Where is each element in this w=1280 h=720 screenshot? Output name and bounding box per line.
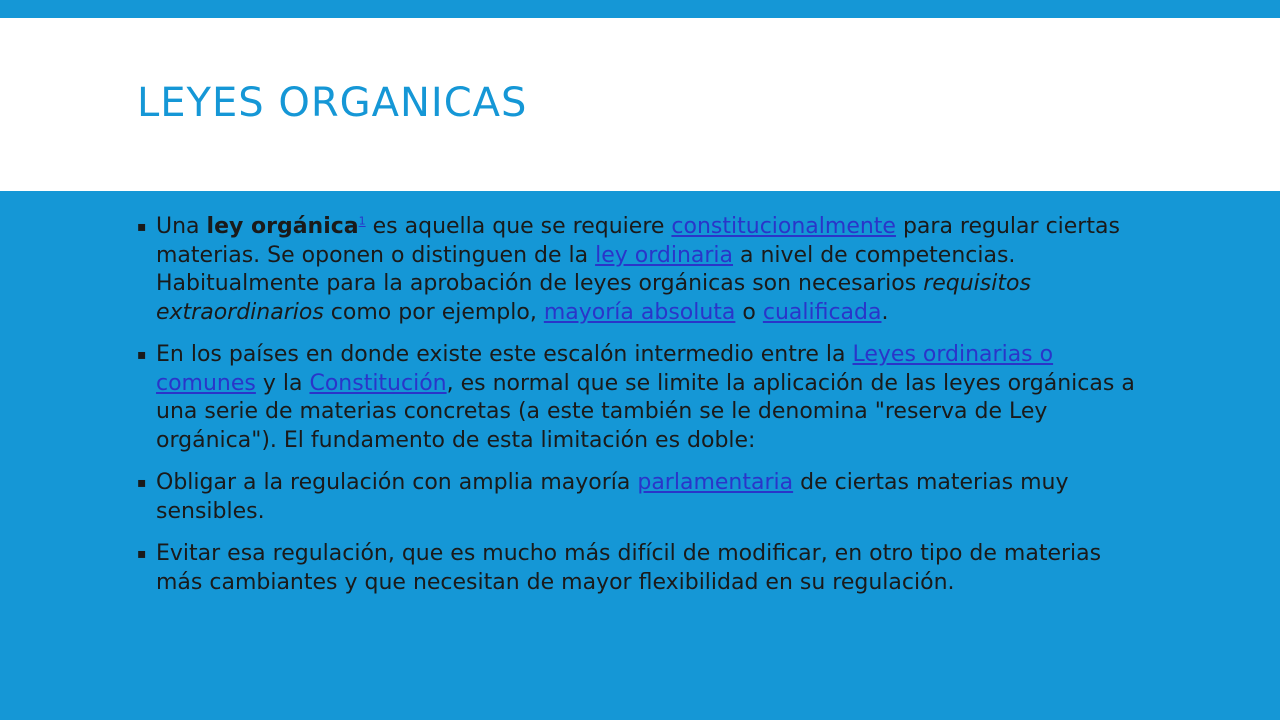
- bullet-text: Una: [156, 214, 207, 239]
- slide-title: LEYES ORGANICAS: [137, 80, 528, 126]
- bullet-text: a nivel de competencias. Habitualmente para la aprobación de leyes orgánicas son necesarios: [156, 242, 1016, 296]
- italic-term: requisitos extraordinarios: [156, 271, 1031, 325]
- bullet-square-icon: ▪: [137, 475, 147, 491]
- bullet-text: En los países en donde existe este escalón intermedio entre la: [156, 342, 853, 367]
- bullet-text: y la: [255, 370, 310, 396]
- bullet-text: como por ejemplo,: [323, 299, 544, 325]
- bullet-text: , es normal que se limite la aplicación de las leyes orgánicas a una serie de materias concretas (a este también se le denomina "reserva de Ley orgánica"). El fundamento de esta limitación es doble:: [156, 370, 1135, 453]
- title-area: [0, 18, 1280, 191]
- bullet-square-icon: ▪: [137, 219, 147, 235]
- bullet-item: [137, 341, 1137, 455]
- top-accent-strip: [0, 0, 1280, 18]
- bullet-item: [137, 540, 1137, 597]
- content-area: [0, 191, 1280, 720]
- bullet-text: .: [881, 299, 889, 325]
- bullet-text: para regular ciertas materias. Se oponen o distinguen de la: [156, 214, 1120, 268]
- link-constitucion[interactable]: Constitución: [309, 370, 447, 396]
- bullet-text: o: [735, 299, 763, 325]
- link-leyes-ordinarias[interactable]: Leyes ordinarias o comunes: [156, 342, 1054, 396]
- bullet-text: es aquella que se requiere: [365, 214, 672, 239]
- link-parlamentaria[interactable]: parlamentaria: [637, 470, 794, 495]
- bullet-text: de ciertas materias muy sensibles.: [156, 470, 1069, 524]
- bullet-text: Evitar esa regulación, que es mucho más difícil de modificar, en otro tipo de materias más cambiantes y que necesitan de mayor flexibilidad en su regulación.: [156, 541, 1102, 595]
- bullet-item: [137, 469, 1137, 526]
- bullet-list: [137, 213, 1137, 611]
- link-constitucionalmente[interactable]: constitucionalmente: [671, 214, 896, 239]
- bold-term: ley orgánica: [206, 214, 359, 239]
- link-cualificada[interactable]: cualificada: [762, 299, 882, 325]
- link-ley-ordinaria[interactable]: ley ordinaria: [595, 242, 734, 268]
- bullet-text: Obligar a la regulación con amplia mayoría: [156, 470, 638, 495]
- link-mayoria-absoluta[interactable]: mayoría absoluta: [543, 299, 736, 325]
- bullet-square-icon: ▪: [137, 347, 147, 363]
- footnote-link[interactable]: 1: [358, 214, 366, 228]
- bullet-item: [137, 213, 1137, 327]
- bullet-square-icon: ▪: [137, 546, 147, 562]
